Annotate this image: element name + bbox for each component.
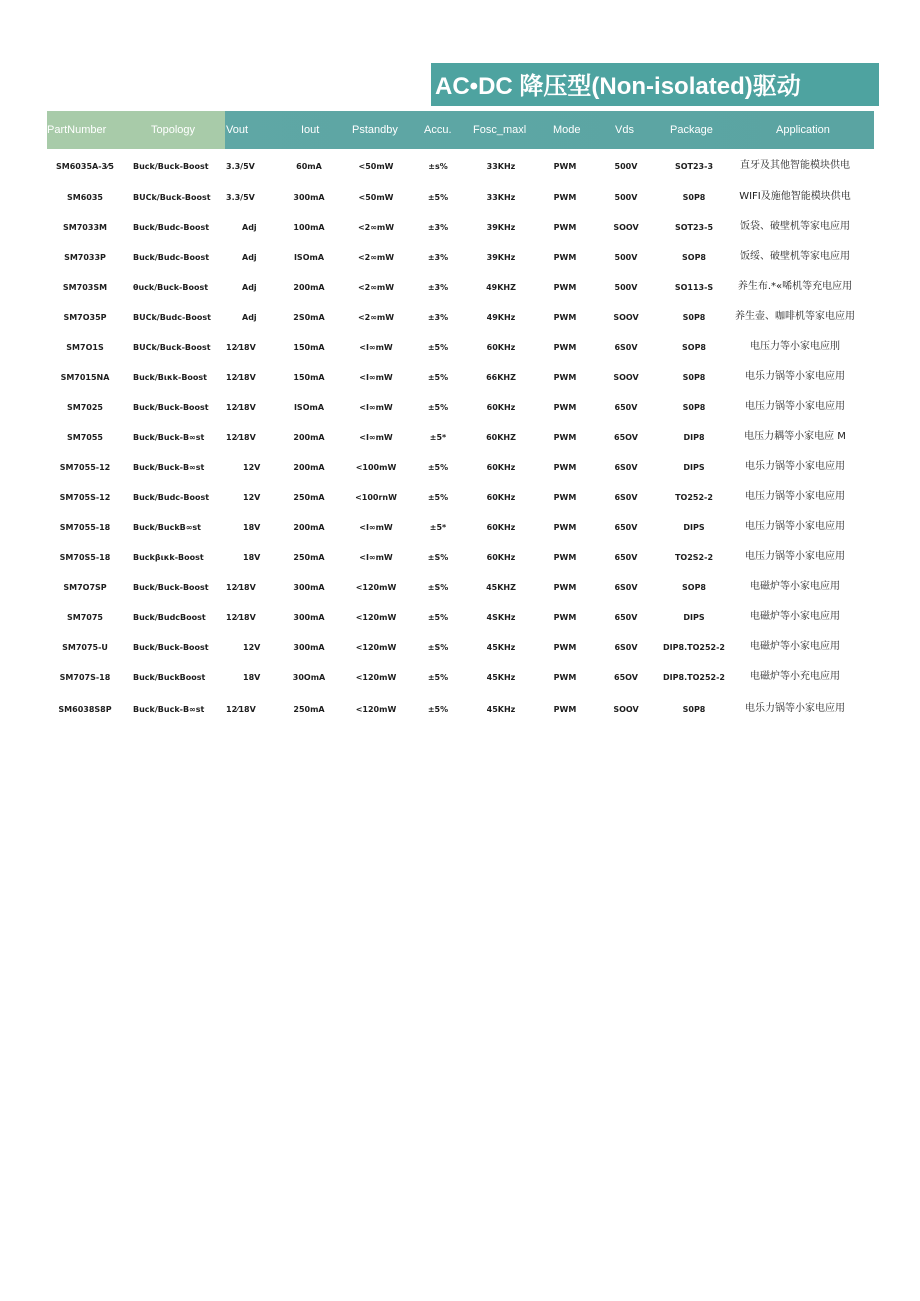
column-header-vds: Vds <box>615 124 634 136</box>
cell-fosc: 45KHz <box>486 705 516 714</box>
cell-part-number: SM6038S8P <box>58 705 112 714</box>
cell-application: 电压力等小家电应刖 <box>750 341 840 352</box>
cell-vout: 12⁄18V <box>226 613 256 622</box>
cell-iout: 200mA <box>293 283 325 292</box>
cell-topology: Buck/Budc-Boost <box>133 223 210 232</box>
cell-application: 饭绥、破壁机等家电应用 <box>740 251 850 262</box>
cell-part-number: SM707S-18 <box>59 673 111 682</box>
cell-package: S0P8 <box>682 313 706 322</box>
cell-vout: Adj <box>242 253 257 262</box>
cell-accuracy: ±s% <box>428 162 448 171</box>
cell-part-number: SM7O35P <box>63 313 107 322</box>
cell-topology: θuck/Buck-Boost <box>133 283 209 292</box>
cell-pstandby: <2∞mW <box>357 253 395 262</box>
cell-pstandby: <I∞mW <box>359 553 393 562</box>
cell-part-number: SM7033M <box>63 223 107 232</box>
cell-iout: 300mA <box>293 583 325 592</box>
table-row <box>0 281 920 311</box>
cell-accuracy: ±S% <box>427 583 449 592</box>
table-row <box>0 703 920 733</box>
cell-mode: PWM <box>553 193 577 202</box>
cell-accuracy: ±5* <box>429 433 447 442</box>
cell-mode: PWM <box>553 493 577 502</box>
column-header-accuracy: Accu. <box>424 124 452 136</box>
cell-vds: 500V <box>614 193 638 202</box>
cell-part-number: SM7055-12 <box>59 463 111 472</box>
table-row <box>0 401 920 431</box>
cell-vds: 6S0V <box>614 493 638 502</box>
cell-vds: SOOV <box>613 313 639 322</box>
cell-topology: Buck/Buck-B∞st <box>133 433 205 442</box>
table-row <box>0 311 920 341</box>
cell-vout: 12⁄18V <box>226 583 256 592</box>
cell-accuracy: ±5* <box>429 523 447 532</box>
cell-iout: 250mA <box>293 705 325 714</box>
cell-application: 直牙及其他智能模块供电 <box>740 160 850 171</box>
cell-fosc: 66KHZ <box>486 373 516 382</box>
cell-fosc: 60KHZ <box>486 433 516 442</box>
cell-topology: BUCk/Buck-Boost <box>133 193 211 202</box>
cell-mode: PWM <box>553 433 577 442</box>
cell-iout: 250mA <box>293 553 325 562</box>
cell-application: WIFI及施他智能模块供电 <box>739 191 851 202</box>
table-row <box>0 581 920 611</box>
cell-iout: 150mA <box>293 343 325 352</box>
cell-pstandby: <120mW <box>355 705 397 714</box>
cell-accuracy: ±5% <box>427 373 449 382</box>
cell-accuracy: ±5% <box>427 613 449 622</box>
cell-accuracy: ±5% <box>427 193 449 202</box>
table-row <box>0 491 920 521</box>
cell-vout: 18V <box>243 553 261 562</box>
cell-vout: 12⁄18V <box>226 705 256 714</box>
column-header-partnumber: PartNumber <box>47 124 107 136</box>
cell-part-number: SM703SM <box>62 283 108 292</box>
table-row <box>0 551 920 581</box>
cell-part-number: SM7075 <box>67 613 103 622</box>
cell-part-number: SM6035 <box>67 193 103 202</box>
cell-package: SO113-S <box>674 283 714 292</box>
cell-accuracy: ±3% <box>427 223 449 232</box>
cell-accuracy: ±5% <box>427 343 449 352</box>
page-title: AC•DC 降压型(Non-isolated)驱动 <box>431 63 879 106</box>
cell-iout: 2S0mA <box>293 313 325 322</box>
cell-fosc: 33KHz <box>486 193 516 202</box>
cell-part-number: SM705S-12 <box>59 493 111 502</box>
cell-application: 饭袋、破壁机等家电应用 <box>740 221 850 232</box>
cell-application: 养生布.*«唏机等充电应用 <box>737 281 853 292</box>
cell-pstandby: <I∞mW <box>359 343 393 352</box>
cell-iout: 300mA <box>293 193 325 202</box>
cell-vds: 500V <box>614 283 638 292</box>
cell-mode: PWM <box>553 253 577 262</box>
cell-application: 电磁炉等小家电应用 <box>750 641 840 652</box>
cell-vds: 6S0V <box>614 583 638 592</box>
cell-pstandby: <120mW <box>355 613 397 622</box>
cell-pstandby: <I∞mW <box>359 523 393 532</box>
cell-vds: 500V <box>614 162 638 171</box>
cell-iout: 250mA <box>293 493 325 502</box>
cell-accuracy: ±5% <box>427 493 449 502</box>
cell-topology: BUCk/Budc-Boost <box>133 313 211 322</box>
cell-vout: Adj <box>242 313 257 322</box>
cell-iout: ISOmA <box>293 403 325 412</box>
cell-part-number: SM6035A-3⁄5 <box>56 162 114 171</box>
cell-accuracy: ±S% <box>427 643 449 652</box>
cell-vout: 18V <box>243 673 261 682</box>
cell-vout: 18V <box>243 523 261 532</box>
cell-mode: PWM <box>553 523 577 532</box>
cell-fosc: 60KHz <box>486 523 516 532</box>
cell-mode: PWM <box>553 373 577 382</box>
cell-mode: PWM <box>553 583 577 592</box>
cell-vout: 12V <box>243 493 261 502</box>
table-row <box>0 611 920 641</box>
cell-topology: Buck/Buck-B∞st <box>133 463 205 472</box>
cell-iout: 200mA <box>293 433 325 442</box>
cell-pstandby: <I∞mW <box>359 403 393 412</box>
column-header-vout: Vout <box>226 124 249 136</box>
cell-vout: 12⁄18V <box>226 403 256 412</box>
cell-vout: 12⁄18V <box>226 343 256 352</box>
cell-application: 电乐力锅等小家电应用 <box>745 371 845 382</box>
cell-topology: Buck/Budc-Boost <box>133 493 210 502</box>
cell-part-number: SM7033P <box>64 253 106 262</box>
cell-accuracy: ±S% <box>427 553 449 562</box>
cell-topology: Buck/Buck-B∞st <box>133 705 205 714</box>
cell-application: 电乐力锅等小家电应用 <box>745 461 845 472</box>
table-row <box>0 671 920 701</box>
cell-topology: Buck/Buck-Boost <box>133 583 209 592</box>
cell-application: 电压力耦等小家电应 M <box>744 431 846 442</box>
cell-mode: PWM <box>553 223 577 232</box>
cell-vout: 12⁄18V <box>226 433 256 442</box>
table-row <box>0 160 920 190</box>
cell-mode: PWM <box>553 463 577 472</box>
column-header-application: Application <box>776 124 830 136</box>
cell-pstandby: <50mW <box>358 193 394 202</box>
cell-package: SOP8 <box>682 583 706 592</box>
cell-package: S0P8 <box>682 373 706 382</box>
cell-iout: 200mA <box>293 523 325 532</box>
cell-package: S0P8 <box>682 403 706 412</box>
cell-vout: 3.3/5V <box>226 162 255 171</box>
cell-package: TO2S2-2 <box>674 553 714 562</box>
cell-application: 电压力锅等小家电应用 <box>745 551 845 562</box>
cell-iout: 150mA <box>293 373 325 382</box>
cell-mode: PWM <box>553 673 577 682</box>
cell-topology: Buck/BudcBoost <box>133 613 206 622</box>
cell-pstandby: <100rnW <box>355 493 397 502</box>
cell-vds: 6S0V <box>614 643 638 652</box>
table-row <box>0 431 920 461</box>
column-header-mode: Mode <box>553 124 581 136</box>
cell-package: DIP8.TO252-2 <box>663 643 725 652</box>
column-header-fosc-max: Fosc_maxl <box>473 124 527 136</box>
table-row <box>0 371 920 401</box>
cell-vout: 12V <box>243 463 261 472</box>
cell-accuracy: ±5% <box>427 673 449 682</box>
cell-topology: Buck/Budc-Boost <box>133 253 210 262</box>
column-header-pstandby: Pstandby <box>352 124 398 136</box>
cell-pstandby: <120mW <box>355 673 397 682</box>
cell-fosc: 45KHz <box>486 643 516 652</box>
table-row <box>0 521 920 551</box>
table-row <box>0 641 920 671</box>
cell-mode: PWM <box>553 403 577 412</box>
cell-package: TO252-2 <box>675 493 713 502</box>
cell-package: DIPS <box>683 463 705 472</box>
cell-application: 电压力锅等小家电应用 <box>745 491 845 502</box>
table-row <box>0 191 920 221</box>
table-header <box>47 111 874 149</box>
cell-fosc: 60KHz <box>486 553 516 562</box>
cell-fosc: 39KHz <box>486 223 516 232</box>
cell-iout: 300mA <box>293 613 325 622</box>
cell-iout: 30OmA <box>292 673 326 682</box>
table-row <box>0 251 920 281</box>
cell-vds: 6S0V <box>614 343 638 352</box>
cell-vds: 65OV <box>614 433 638 442</box>
cell-fosc: 45KHz <box>486 673 516 682</box>
cell-package: S0P8 <box>682 705 706 714</box>
cell-mode: PWM <box>553 162 577 171</box>
cell-pstandby: <50mW <box>358 162 394 171</box>
cell-pstandby: <120mW <box>355 583 397 592</box>
cell-fosc: 60KHz <box>486 403 516 412</box>
cell-vout: 3.3/5V <box>226 193 255 202</box>
cell-package: DIPS <box>683 613 705 622</box>
cell-iout: 100mA <box>293 223 325 232</box>
cell-fosc: 33KHz <box>486 162 516 171</box>
cell-package: SOP8 <box>682 253 706 262</box>
cell-part-number: SM7055-18 <box>59 523 111 532</box>
cell-part-number: SM7O1S <box>66 343 104 352</box>
cell-vds: 65OV <box>614 673 638 682</box>
cell-topology: Buck/Bικk-Boost <box>133 373 207 382</box>
cell-fosc: 49KHz <box>486 313 516 322</box>
cell-accuracy: ±5% <box>427 463 449 472</box>
cell-pstandby: <I∞mW <box>359 373 393 382</box>
cell-application: 电磁炉等小充电应用 <box>750 671 840 682</box>
cell-mode: PWM <box>553 643 577 652</box>
cell-package: SOT23-3 <box>674 162 714 171</box>
cell-pstandby: <120mW <box>355 643 397 652</box>
cell-pstandby: <I∞mW <box>359 433 393 442</box>
cell-pstandby: <2∞mW <box>357 283 395 292</box>
cell-mode: PWM <box>553 283 577 292</box>
cell-package: SOP8 <box>682 343 706 352</box>
cell-mode: PWM <box>553 613 577 622</box>
table-row <box>0 221 920 251</box>
cell-vds: 650V <box>614 613 638 622</box>
table-row <box>0 461 920 491</box>
cell-application: 电压力锅等小家电应用 <box>745 521 845 532</box>
cell-package: DIP8 <box>683 433 705 442</box>
cell-accuracy: ±3% <box>427 253 449 262</box>
cell-topology: BUCk/Buck-Boost <box>133 343 211 352</box>
cell-fosc: 49KHZ <box>486 283 516 292</box>
cell-vds: SOOV <box>613 223 639 232</box>
cell-pstandby: <100mW <box>355 463 397 472</box>
cell-vout: Adj <box>242 223 257 232</box>
cell-pstandby: <2∞mW <box>357 313 395 322</box>
cell-vds: SOOV <box>613 705 639 714</box>
cell-accuracy: ±3% <box>427 313 449 322</box>
cell-application: 养生壶、咖啡机等家电应用 <box>735 311 855 322</box>
cell-topology: Buck/Buck-Boost <box>133 162 209 171</box>
cell-part-number: SM7O7SP <box>63 583 107 592</box>
cell-fosc: 60KHz <box>486 493 516 502</box>
cell-vds: SOOV <box>613 373 639 382</box>
cell-part-number: SM7025 <box>67 403 103 412</box>
cell-iout: 200mA <box>293 463 325 472</box>
table-row <box>0 341 920 371</box>
cell-part-number: SM7055 <box>67 433 103 442</box>
cell-application: 电压力锅等小家电应用 <box>745 401 845 412</box>
column-header-package: Package <box>670 124 713 136</box>
cell-package: S0P8 <box>682 193 706 202</box>
cell-fosc: 39KHz <box>486 253 516 262</box>
cell-mode: PWM <box>553 705 577 714</box>
cell-pstandby: <2∞mW <box>357 223 395 232</box>
column-header-topology: Topology <box>151 124 196 136</box>
cell-mode: PWM <box>553 343 577 352</box>
cell-application: 电磁炉等小家电应用 <box>750 611 840 622</box>
cell-vds: 650V <box>614 553 638 562</box>
cell-fosc: 4SKHz <box>486 613 516 622</box>
column-header-iout: Iout <box>301 124 320 136</box>
cell-package: DIP8.TO252-2 <box>663 673 725 682</box>
cell-vout: Adj <box>242 283 257 292</box>
cell-topology: Buck/BuckBoost <box>133 673 206 682</box>
cell-package: DIPS <box>683 523 705 532</box>
cell-accuracy: ±3% <box>427 283 449 292</box>
cell-part-number: SM70S5-18 <box>59 553 111 562</box>
cell-iout: 300mA <box>293 643 325 652</box>
cell-topology: Buck/Buck-Boost <box>133 643 209 652</box>
cell-vout: 12⁄18V <box>226 373 256 382</box>
cell-iout: 60mA <box>296 162 322 171</box>
cell-accuracy: ±5% <box>427 403 449 412</box>
cell-fosc: 60KHz <box>486 343 516 352</box>
cell-mode: PWM <box>553 313 577 322</box>
cell-vds: 500V <box>614 253 638 262</box>
cell-fosc: 45KHZ <box>486 583 516 592</box>
cell-vds: 650V <box>614 523 638 532</box>
cell-part-number: SM7075-U <box>62 643 108 652</box>
cell-mode: PWM <box>553 553 577 562</box>
cell-accuracy: ±5% <box>427 705 449 714</box>
cell-topology: Buckβικk-Boost <box>133 553 204 562</box>
cell-application: 电磁炉等小家电应用 <box>750 581 840 592</box>
cell-topology: Buck/Buck-Boost <box>133 403 209 412</box>
cell-vds: 6S0V <box>614 463 638 472</box>
cell-iout: ISOmA <box>293 253 325 262</box>
cell-vds: 650V <box>614 403 638 412</box>
cell-part-number: SM7015NA <box>60 373 110 382</box>
cell-application: 电乐力锅等小家电应用 <box>745 703 845 714</box>
cell-topology: Buck/BuckB∞st <box>133 523 201 532</box>
cell-package: SOT23-5 <box>674 223 714 232</box>
cell-fosc: 60KHz <box>486 463 516 472</box>
cell-vout: 12V <box>243 643 261 652</box>
